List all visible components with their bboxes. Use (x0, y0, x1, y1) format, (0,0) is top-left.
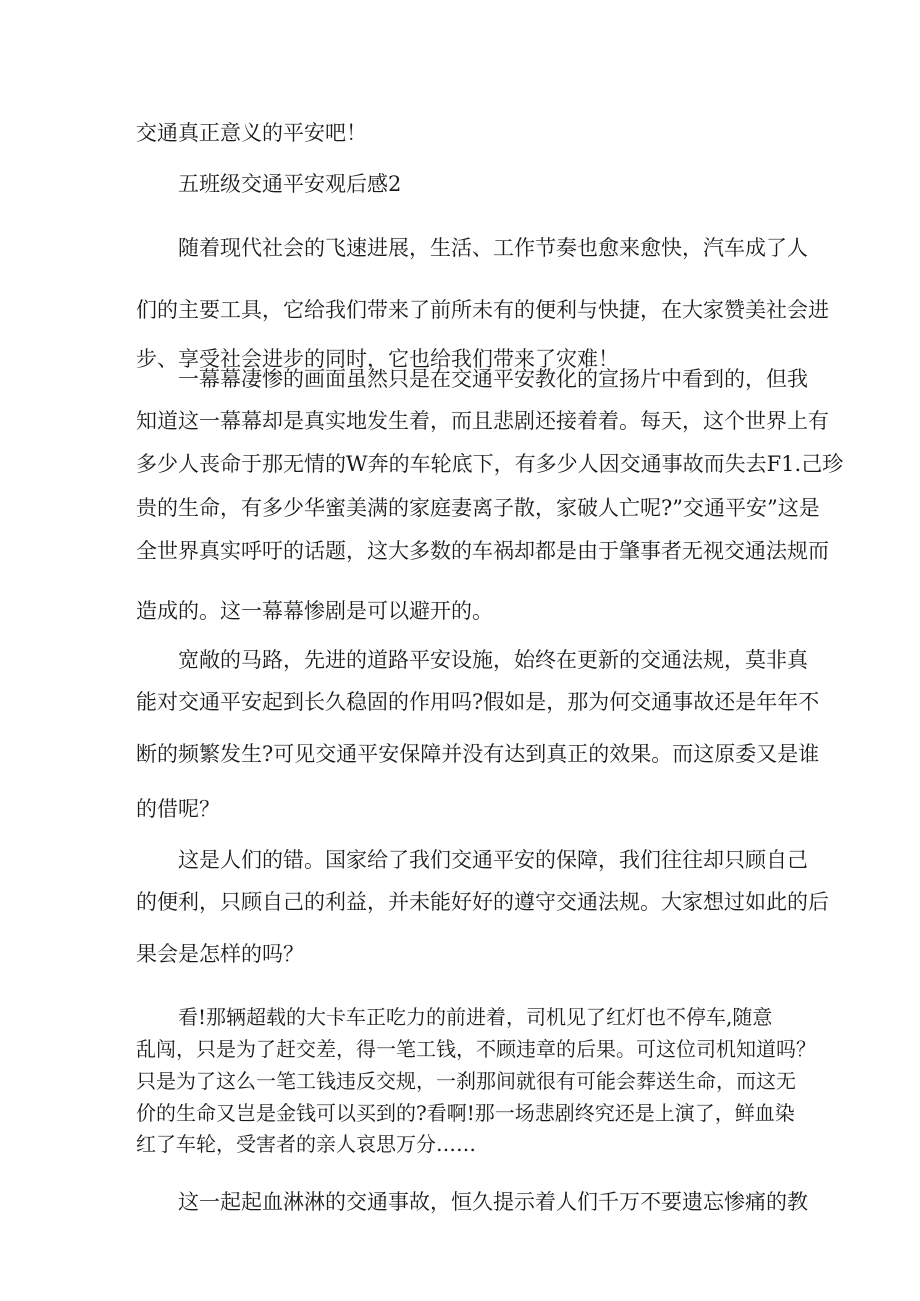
text-line: 造成的。这一幕幕惨剧是可以避开的。 (136, 599, 493, 623)
text-line: 宽敞的马路，先进的道路平安设施，始终在更新的交通法规，莫非真 (178, 648, 808, 672)
text-line: 交通真正意义的平安吧！ (136, 121, 367, 145)
text-line: 看!那辆超载的大卡车正吃力的前进着，司机见了红灯也不停车,随意 (178, 1005, 773, 1029)
text-line: 的借呢？ (136, 797, 220, 821)
text-line: 们的主要工具，它给我们带来了前所未有的便利与快捷，在大家赞美社会进 (136, 298, 829, 322)
text-line: 能对交通平安起到长久稳固的作用吗?假如是，那为何交通事故还是年年不 (136, 690, 820, 714)
text-line: 步、享受社会进步的同时，它也给我们带来了灾难！ (136, 347, 619, 371)
text-line: 断的频繁发生?可见交通平安保障并没有达到真正的效果。而这原委又是谁 (136, 742, 820, 766)
text-line: 果会是怎样的吗？ (136, 942, 304, 966)
text-line: 红了车轮，受害者的亲人哀思万分…… (136, 1132, 476, 1156)
text-line: 多少人丧命于那无情的W奔的车轮底下，有多少人因交通事故而失去F1.己珍 (136, 452, 844, 476)
text-line: 随着现代社会的飞速进展，生活、工作节奏也愈来愈快，汽车成了人 (178, 236, 808, 260)
text-line: 的便利，只顾自己的利益，并未能好好的遵守交通法规。大家想过如此的后 (136, 890, 829, 914)
text-line: 乱闯，只是为了赶交差，得一笔工钱，不顾违章的后果。可这位司机知道吗？ (136, 1037, 816, 1061)
text-line: 全世界真实呼吁的话题，这大多数的车祸却都是由于肇事者无视交通法规而 (136, 539, 829, 563)
text-line: 知道这一幕幕却是真实地发生着，而且悲剧还接着着。每天，这个世界上有 (136, 409, 829, 433)
text-line: 一幕幕凄惨的画面虽然只是在交通平安教化的宣扬片中看到的，但我 (178, 367, 808, 391)
text-line: 只是为了这么一笔工钱违反交规，一刹那间就很有可能会葬送生命，而这无 (136, 1069, 796, 1093)
section-heading: 五班级交通平安观后感2 (178, 172, 402, 196)
text-line: 这是人们的错。国家给了我们交通平安的保障，我们往往却只顾自己 (178, 848, 808, 872)
text-line: 这一起起血淋淋的交通事故，恒久提示着人们千万不要遗忘惨痛的教 (178, 1190, 808, 1214)
text-line: 贵的生命，有多少华蜜美满的家庭妻离子散，家破人亡呢?”交通平安”这是 (136, 496, 820, 520)
text-line: 价的生命又岂是金钱可以买到的?看啊!那一场悲剧终究还是上演了，鲜血染 (136, 1101, 795, 1125)
